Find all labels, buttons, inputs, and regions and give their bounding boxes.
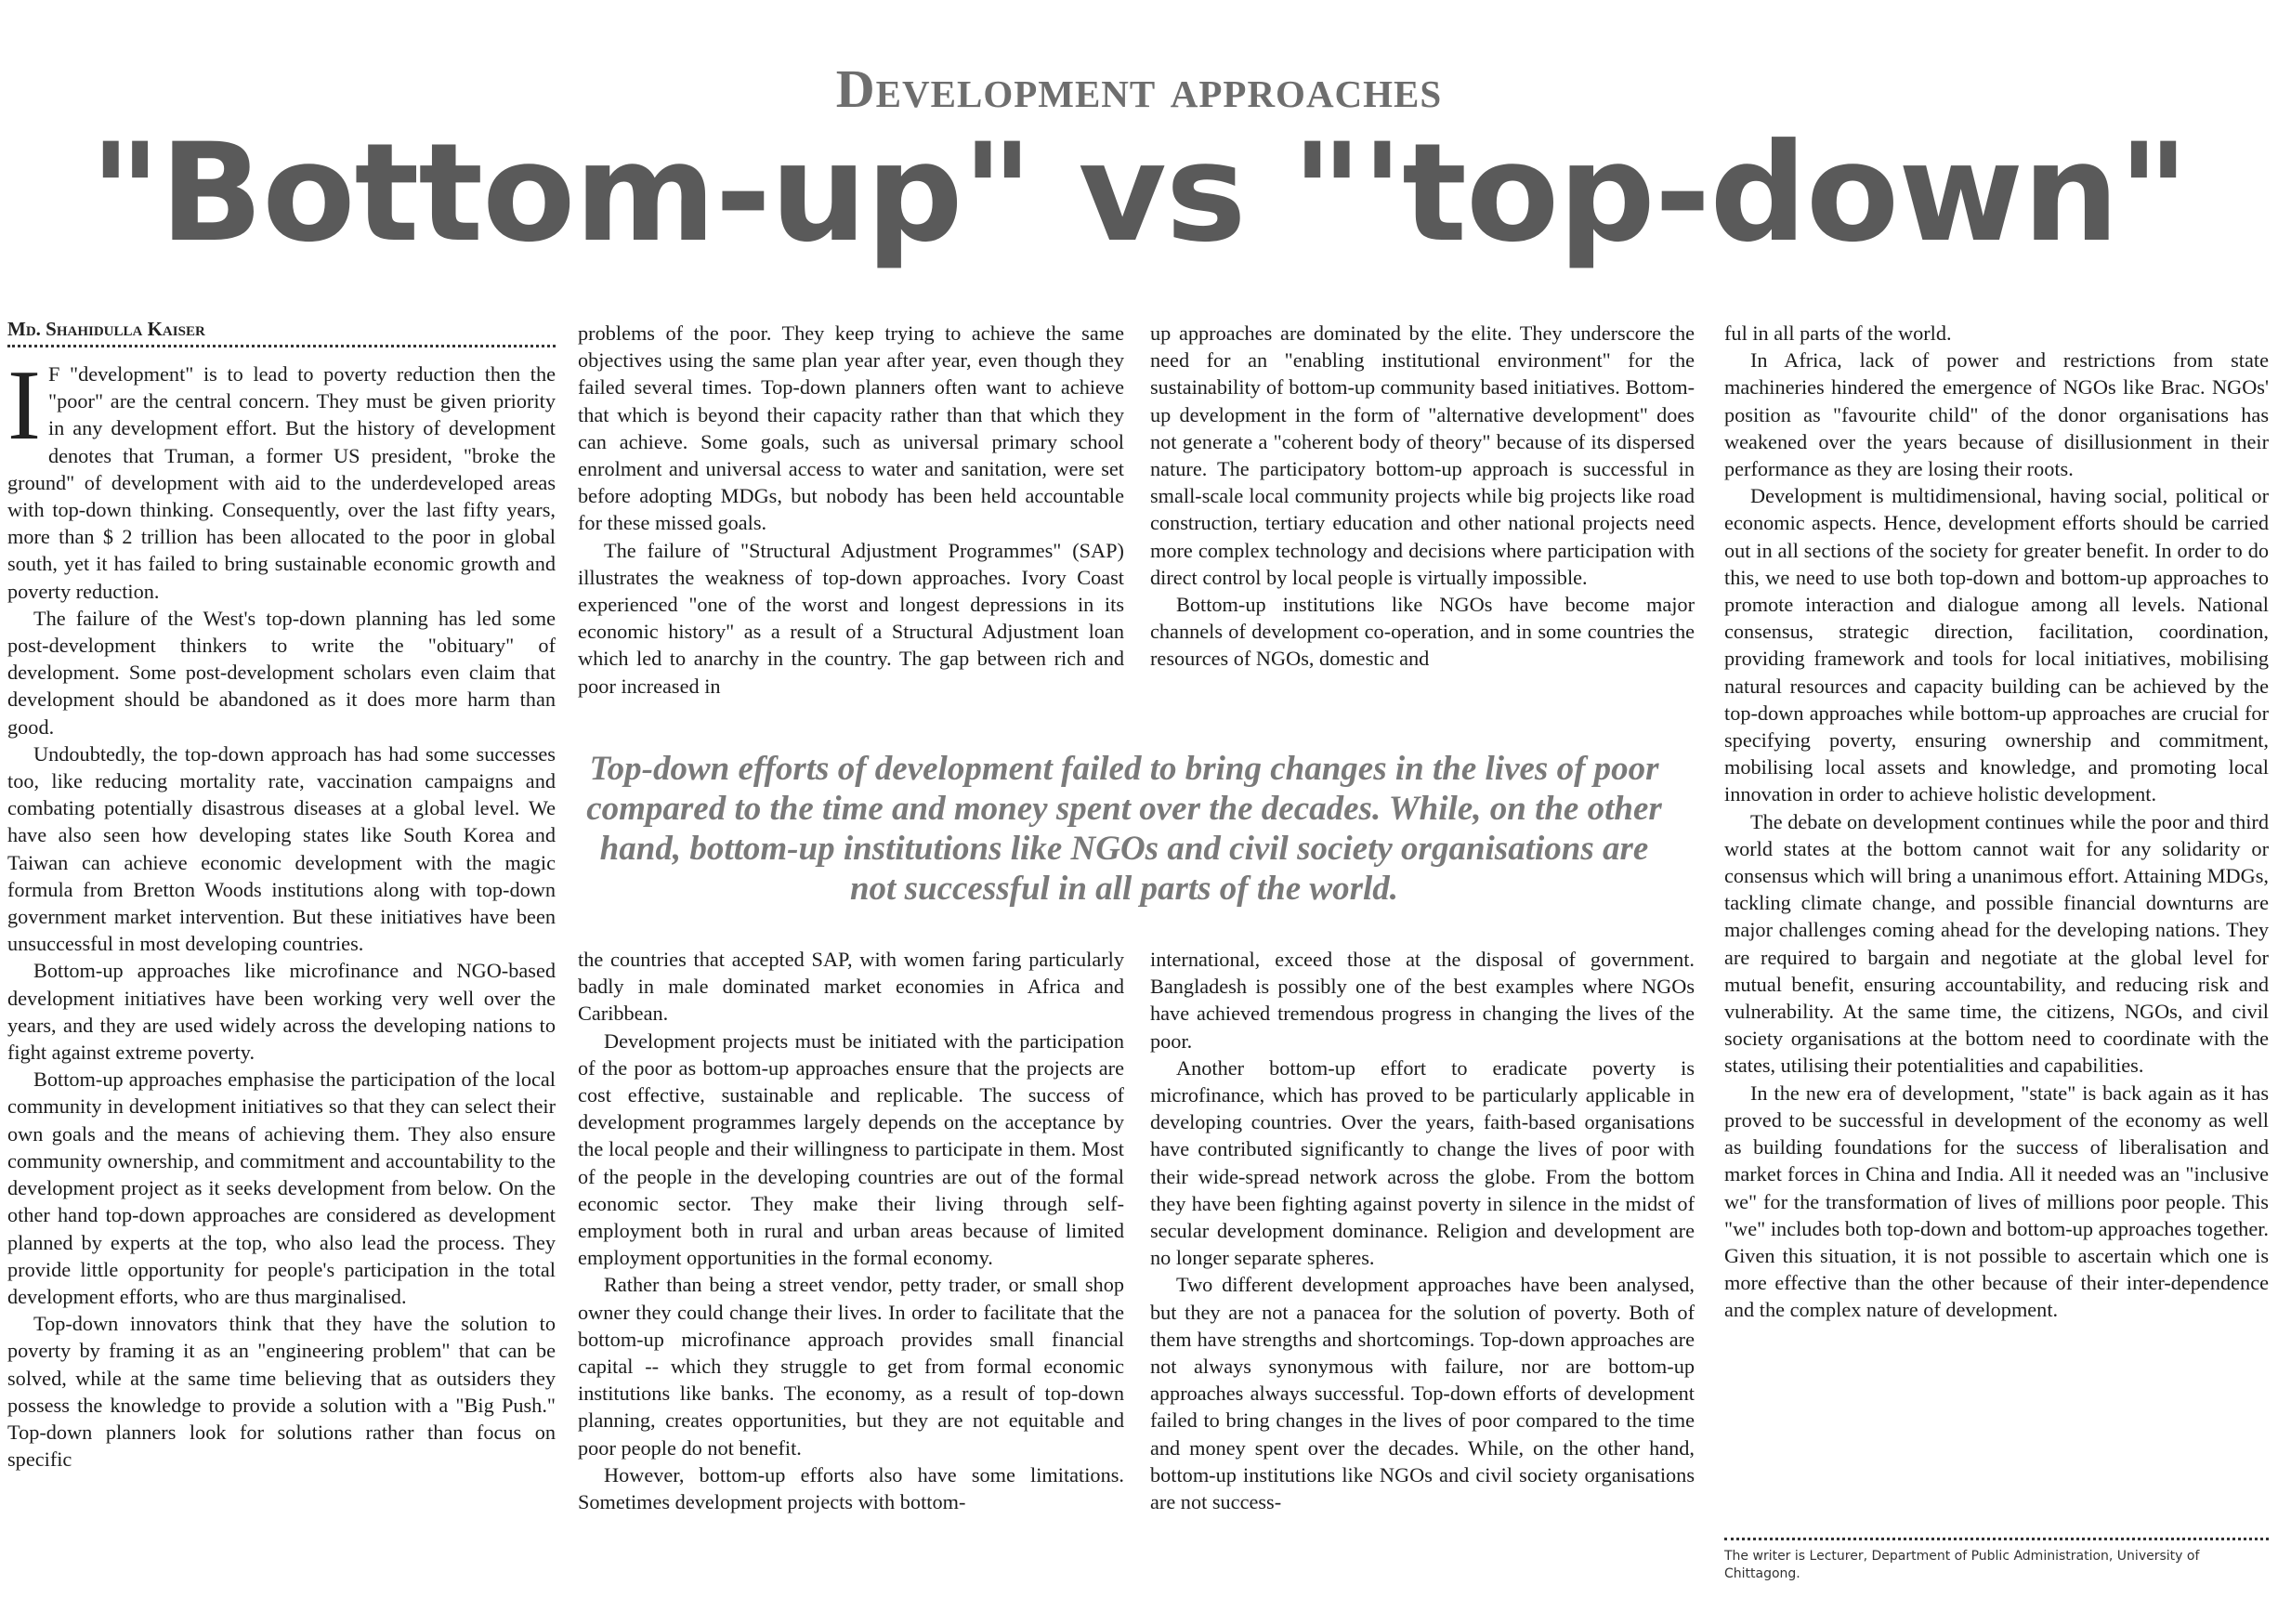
headline: "Bottom-up" vs "'top-down" [89, 114, 2189, 272]
pull-quote: Top-down efforts of development failed to bring changes in the lives of poor compared to the time and money spent over the decades. While, on the other hand, bottom-up institutions like NGOs and civil society organisations are not successful in all parts of the world. [586, 750, 1662, 908]
section-kicker: Development approaches [835, 59, 1443, 119]
paragraph: Two different development approaches have been analysed, but they are not a panacea for the solution of poverty. Both of them have strengths and shortcomings. Top-down approaches are not always synonymous with failure, nor are bottom-up approaches always successful. Top-down efforts of development failed to bring changes in the lives of poor compared to the time and money spent over the decades. While, on the other hand, bottom-up institutions like NGOs and civil society organisations are not success- [1150, 1273, 1695, 1514]
paragraph: Bottom-up approaches like microfinance and NGO-based development initiatives have been working very well over the years, and they are used widely across the developing nations to fight against extreme poverty. [7, 959, 556, 1065]
drop-cap: I [7, 360, 41, 461]
paragraph: Development is multidimensional, having social, political or economic aspects. Hence, development efforts should be carried out in all sections of the society for greater benefit. In order to do this, we need to use both top-down and bottom-up approaches to promote interaction and dialogue among all levels. National consensus, strategic direction, facilitation, coordination, providing framework and tools for local initiatives, mobilising natural resources and capacity building can be achieved by the top-down approaches while bottom-up approaches are crucial for specifying poverty, ensuring ownership and commitment, mobilising local assets and knowledge, and promoting local innovation in order to achieve holistic development. [1724, 484, 2269, 806]
paragraph: F "development" is to lead to poverty reduction then the "poor" are the central concern. They must be given priority in any development effort. But the history of development denotes that Truman, a former US president, "broke the ground" of development with aid to the underdeveloped areas with top-down thinking. Consequently, over the last fifty years, more than $ 2 trillion has been allocated to the poor in global south, yet it has failed to bring sustainable economic growth and poverty reduction. [7, 362, 556, 603]
article-column-4 [1724, 320, 2269, 1527]
article-column-1 [7, 360, 556, 1587]
paragraph: The failure of "Structural Adjustment Programmes" (SAP) illustrates the weakness of top-down approaches. Ivory Coast experienced "one of the worst and longest depressions in its economic history" as a result of a Structural Adjustment loan which led to anarchy in the country. The gap between rich and poor increased in [578, 538, 1124, 698]
article-column-2-bottom [578, 946, 1124, 1596]
paragraph: The failure of the West's top-down planning has led some post-development thinkers to write the "obituary" of development. Some post-development scholars even claim that development should be abandoned as it does more harm than good. [7, 606, 556, 739]
paragraph: Rather than being a street vendor, petty trader, or small shop owner they could change their lives. In order to facilitate that the bottom-up microfinance approach provides small financial capital -- which they struggle to get from formal economic institutions like banks. The economy, as a result of top-down planning, creates opportunities, but they are not equitable and poor people do not benefit. [578, 1273, 1124, 1460]
author-footnote: The writer is Lecturer, Department of Public Administration, University of Chittagong. [1724, 1538, 2269, 1583]
paragraph: In Africa, lack of power and restrictions from state machineries hindered the emergence of NGOs like Brac. NGOs' position as "favourite child" of the donor organisations has weakened over the years because of disillusionment in their performance as they are losing their roots. [1724, 348, 2269, 481]
paragraph: Another bottom-up effort to eradicate poverty is microfinance, which has proved to be particularly applicable in developing countries. Over the years, faith-based organisations have contributed significantly to change the lives of poor with their wide-spread network across the globe. From the bottom they have been fighting against poverty in silence in the midst of secular development dominance. Religion and development are no longer separate spheres. [1150, 1055, 1695, 1270]
paragraph: the countries that accepted SAP, with women faring particularly badly in male dominated market economies in Africa and Caribbean. [578, 948, 1124, 1026]
paragraph: up approaches are dominated by the elite. They underscore the need for an "enabling institutional environment" for the sustainability of bottom-up community based initiatives. Bottom-up development in the form of "alternative development" does not generate a "coherent body of theory" because of its dispersed nature. The participatory bottom-up approach is successful in small-scale local community projects while big projects like road construction, tertiary education and other national projects need more complex technology and decisions where participation with direct control by local people is virtually impossible. [1150, 321, 1695, 589]
paragraph: problems of the poor. They keep trying to achieve the same objectives using the same plan year after year, even though they failed several times. Top-down planners often want to achieve that which is beyond their capacity rather than that which they can achieve. Some goals, such as universal primary school enrolment and universal access to water and sanitation, were set before adopting MDGs, but nobody has been held accountable for these missed goals. [578, 321, 1124, 535]
paragraph: Bottom-up approaches emphasise the participation of the local community in development initiatives so that they can select their own goals and the means of achieving them. They also ensure community ownership, and commitment and accountability to the development project as it seeks development from below. On the other hand top-down approaches are considered as development planned by experts at the top, who also lead the process. They provide little opportunity for people's participation in the total development efforts, who are thus marginalised. [7, 1067, 556, 1308]
paragraph: Development projects must be initiated with the participation of the poor as bottom-up approaches ensure that the projects are cost effective, sustainable and replicable. The success of development programmes largely depends on the acceptance by the local people and their willingness to participate in them. Most of the people in the developing countries are out of the formal economic sector. They make their living through self-employment both in rural and urban areas because of limited employment opportunities in the formal economy. [578, 1028, 1124, 1270]
article-column-2-top [578, 320, 1124, 728]
byline: Md. Shahidulla Kaiser [7, 318, 556, 347]
paragraph: However, bottom-up efforts also have some limitations. Sometimes development projects with bottom- [578, 1462, 1124, 1514]
paragraph: Undoubtedly, the top-down approach has had some successes too, like reducing mortality rate, vaccination campaigns and combating potentially disastrous diseases at a global level. We have also seen how developing states like South Korea and Taiwan can achieve economic development with the magic formula from Bretton Woods institutions along with top-down government market intervention. But these initiatives have been unsuccessful in most developing countries. [7, 741, 556, 956]
paragraph: Bottom-up institutions like NGOs have become major channels of development co-operation, and in some countries the resources of NGOs, domestic and [1150, 593, 1695, 671]
paragraph: Top-down innovators think that they have the solution to poverty by framing it as an "engineering problem" that can be solved, while at the same time believing that as outsiders they possess the knowledge to provide a solution with a "Big Push." Top-down planners look for solutions rather than focus on specific [7, 1312, 556, 1472]
paragraph: ful in all parts of the world. [1724, 321, 1952, 345]
article-column-3-top [1150, 320, 1695, 728]
paragraph: international, exceed those at the disposal of government. Bangladesh is possibly one of the best examples where NGOs have achieved tremendous progress in changing the lives of the poor. [1150, 948, 1695, 1053]
article-column-3-bottom [1150, 946, 1695, 1596]
paragraph: The debate on development continues while the poor and third world states at the bottom cannot wait for any solidarity or consensus which will bring a unanimous effort. Attaining MDGs, tackling climate change, and possible financial downturns are major challenges coming ahead for the developing nations. They are required to bargain and negotiate at the global level for mutual benefit, ensuring accountability, and reducing risk and vulnerability. At the same time, the citizens, NGOs, and civil society organisations at the bottom need to coordinate with the states, utilising their potentialities and capabilities. [1724, 809, 2269, 1078]
paragraph: In the new era of development, "state" is back again as it has proved to be successful in development of the economy as well as building foundations for the success of liberalisation and market forces in China and India. All it needed was an "inclusive we" for the transformation of lives of millions poor people. This "we" includes both top-down and bottom-up approaches together. Given this situation, it is not possible to ascertain which one is more effective than the other because of their inter-dependence and the complex nature of development. [1724, 1080, 2269, 1322]
